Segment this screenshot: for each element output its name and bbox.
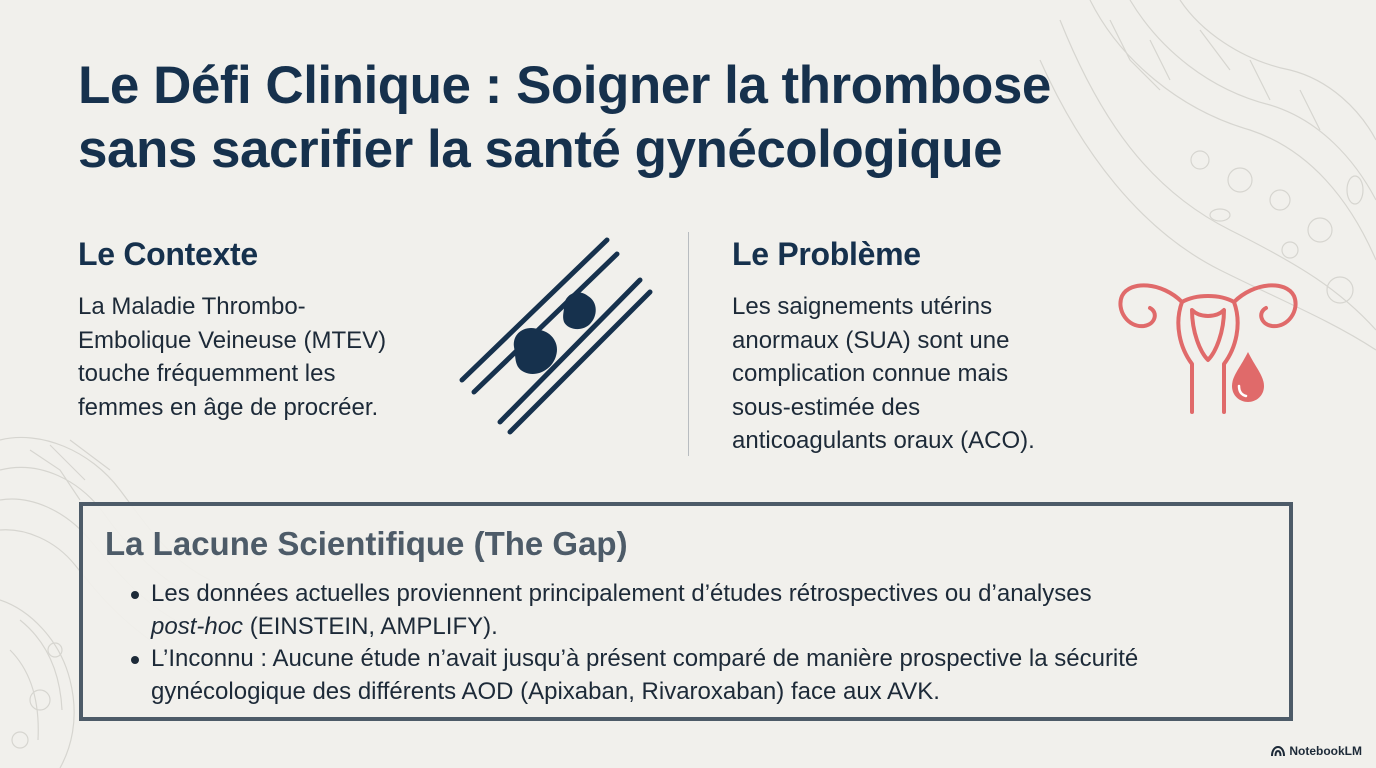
problem-text-line: complication connue mais	[732, 360, 1009, 387]
gap-bullet-list	[151, 578, 1281, 708]
gap-bullet-1-italic: post-hoc	[151, 612, 244, 640]
column-divider	[688, 232, 689, 456]
page-title	[78, 54, 1051, 182]
scientific-gap-box	[79, 502, 1293, 721]
uterus-blood-drop-icon	[1112, 276, 1304, 418]
context-text-line: femmes en âge de procréer.	[78, 393, 379, 421]
problem-text-line: anormaux (SUA) sont une	[732, 326, 1010, 354]
context-text-line: La Maladie Thrombo-	[78, 293, 306, 320]
gap-bullet-1	[151, 578, 1281, 643]
gap-heading: La Lacune Scientifique (The Gap)	[105, 525, 628, 562]
context-text-line: Embolique Veineuse (MTEV)	[78, 326, 387, 354]
gap-bullet-2-line-1: L’Inconnu : Aucune étude n’avait jusqu’à présent comparé de manière prospective la sécurité	[151, 645, 1139, 672]
page-title-line-2: sans sacrifier la santé gynécologique	[78, 120, 1003, 179]
gap-bullet-2-line-2: gynécologique des différents AOD (Apixaban, Rivaroxaban) face aux AVK.	[151, 677, 940, 705]
notebooklm-brand	[1271, 744, 1362, 758]
page-title-line-1: Le Défi Clinique : Soigner la thrombose	[78, 56, 1051, 115]
blood-vessel-clot-icon	[452, 232, 662, 438]
context-text	[78, 290, 386, 424]
problem-text-line: anticoagulants oraux (ACO).	[732, 427, 1035, 454]
gap-bullet-1-line-2	[151, 611, 1281, 644]
notebooklm-logo-icon	[1271, 746, 1285, 757]
problem-text-line: Les saignements utérins	[732, 293, 993, 320]
context-text-line: touche fréquemment les	[78, 360, 336, 387]
problem-heading: Le Problème	[732, 236, 921, 272]
context-heading: Le Contexte	[78, 236, 258, 272]
problem-text	[732, 290, 1035, 458]
problem-text-line: sous-estimée des	[732, 393, 921, 421]
brand-label: NotebookLM	[1289, 744, 1362, 758]
gap-bullet-1-rest: (EINSTEIN, AMPLIFY).	[243, 612, 498, 640]
gap-bullet-2	[151, 643, 1281, 708]
gap-bullet-1-line-1: Les données actuelles proviennent principalement d’études rétrospectives ou d’analyses	[151, 580, 1092, 607]
